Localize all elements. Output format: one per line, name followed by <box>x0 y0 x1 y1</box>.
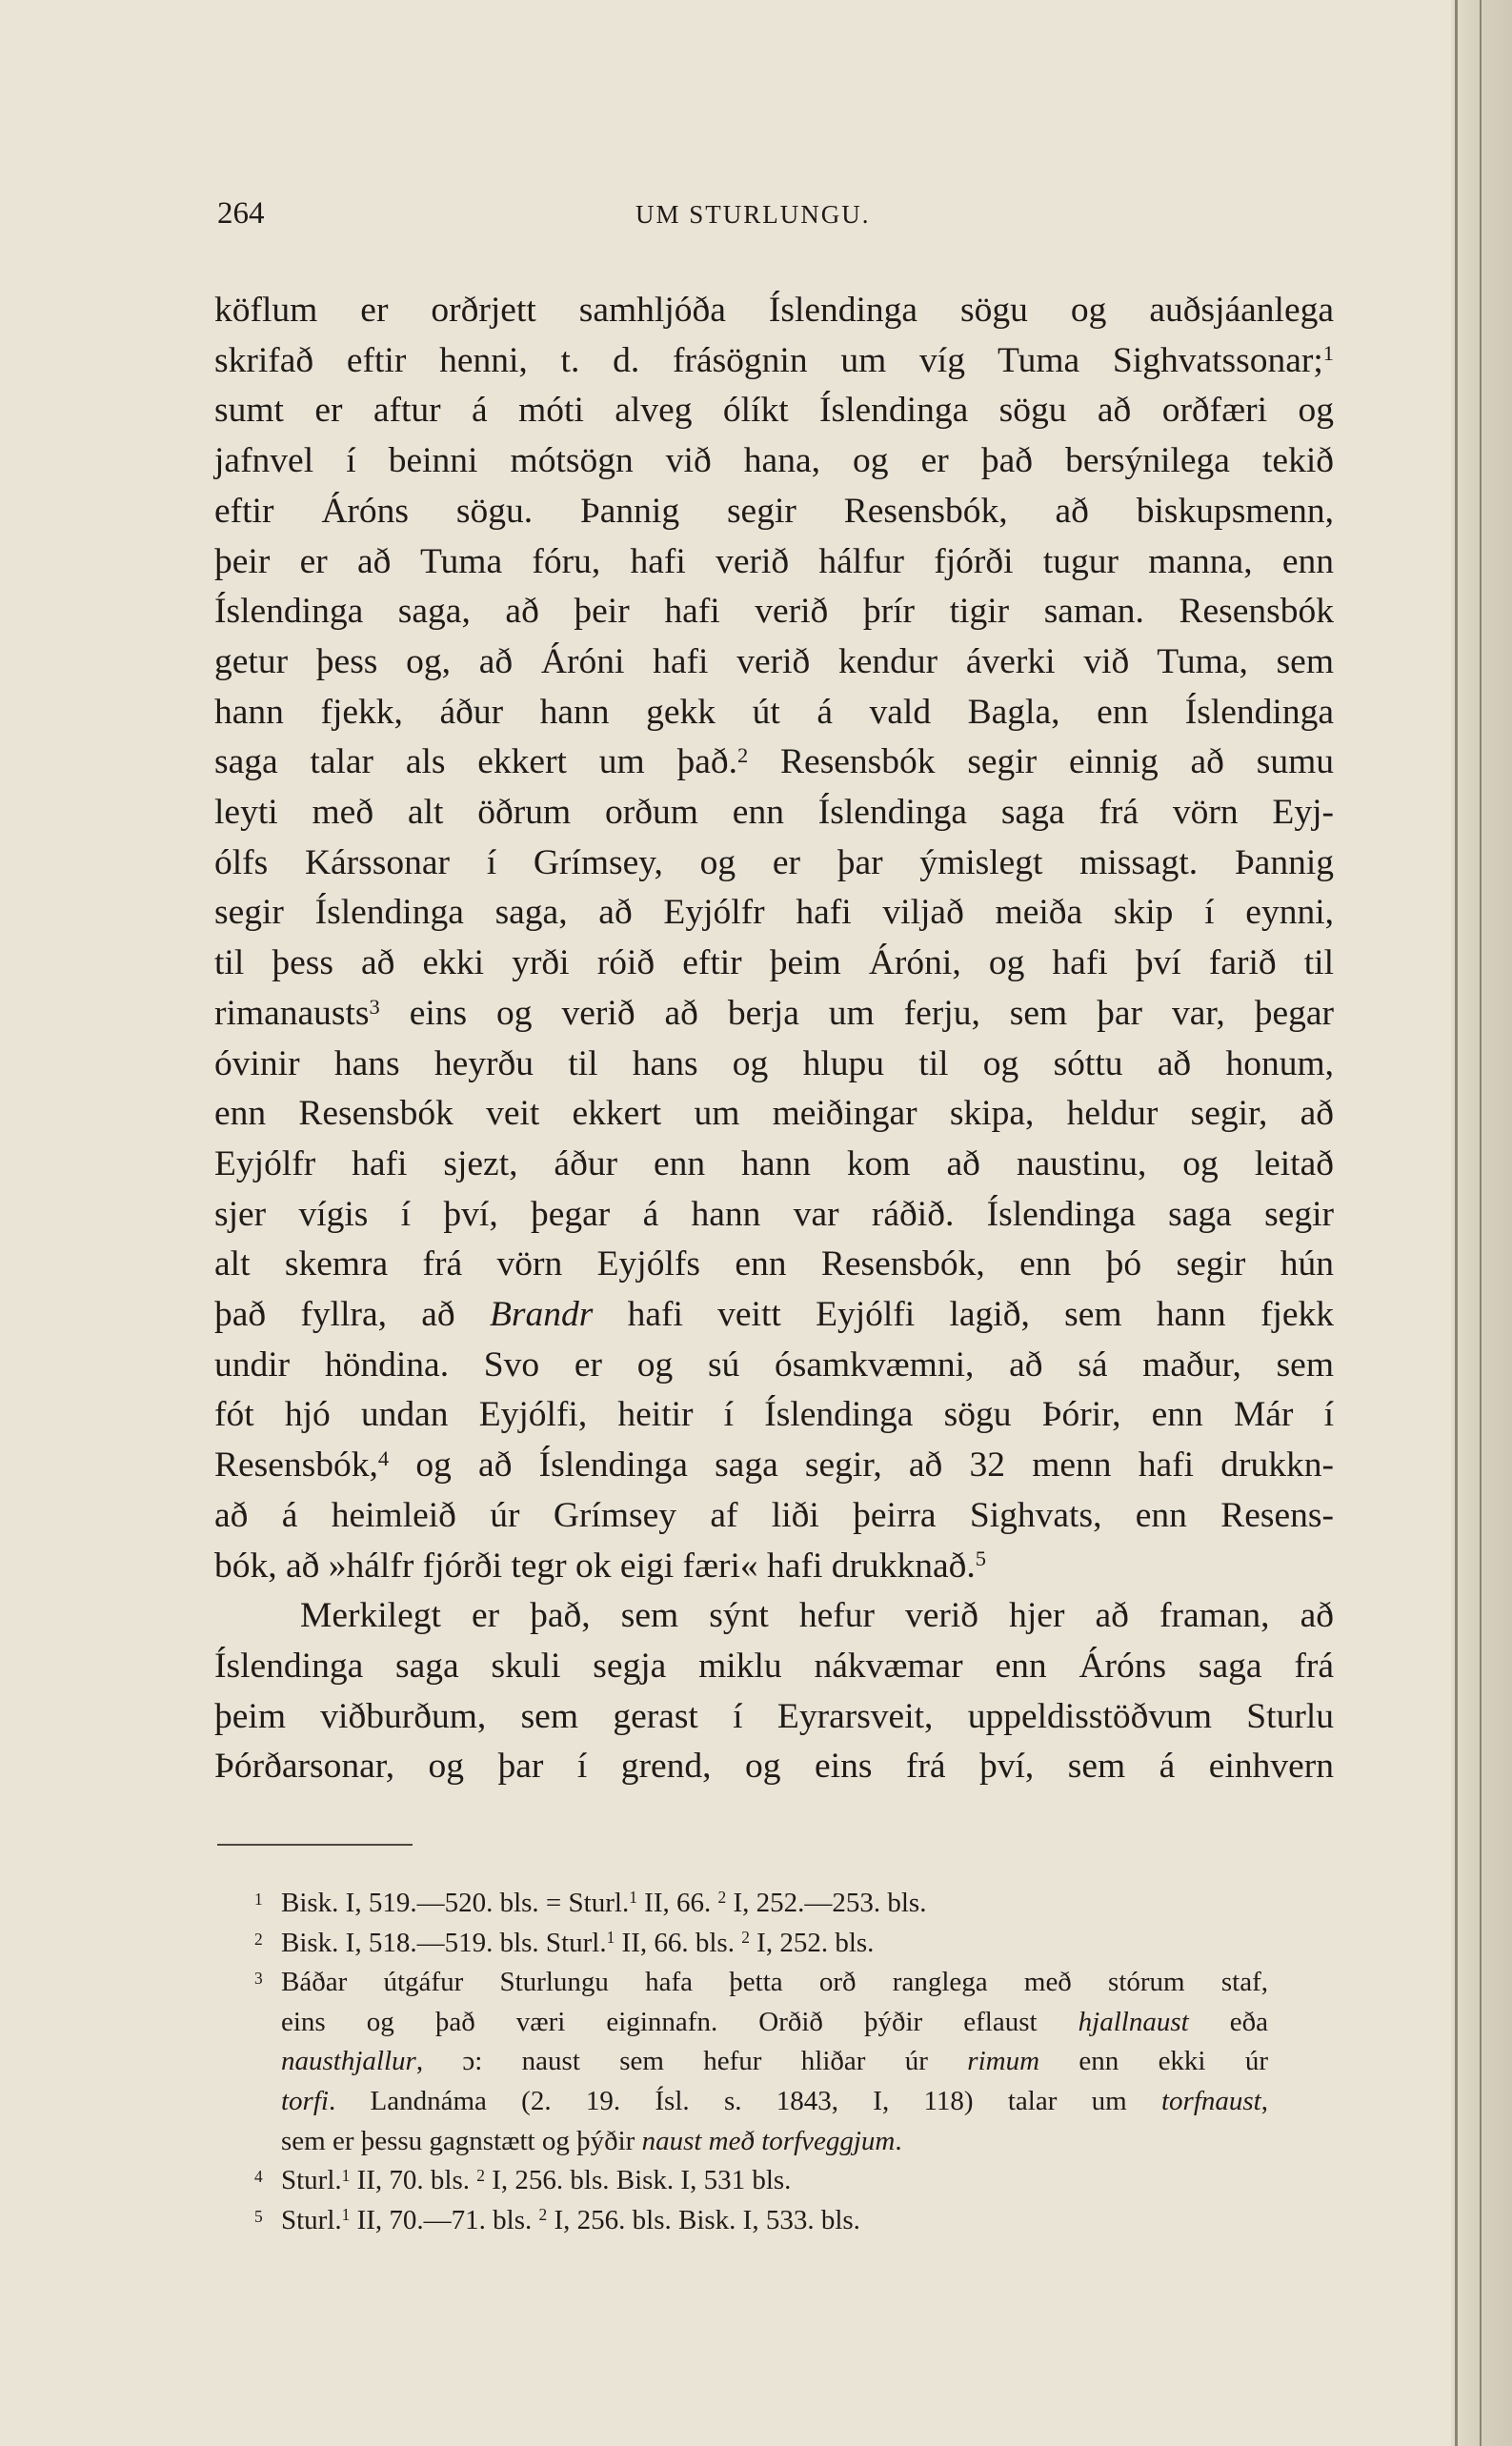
text-line: enn Resensbók veit ekkert um meiðingar skipa, heldur segir, að <box>214 1094 1334 1134</box>
text-line: alt skemra frá vörn Eyjólfs enn Resensbók, enn þó segir hún <box>214 1244 1334 1284</box>
text-line: segir Íslendinga saga, að Eyjólfr hafi viljað meiða skip í eynni, <box>214 893 1334 933</box>
text-line: skrifað eftir henni, t. d. frásögnin um víg Tuma Sighvatssonar;$^1$ <box>214 340 1334 380</box>
footnote-2: 2 Bisk. I, 518.—519. bls. Sturl.$^1$ II, 66. bls. $^2$ I, 252. bls. <box>214 1924 1334 1964</box>
note-mark: 5 <box>975 1546 986 1571</box>
footnote-1: 1 Bisk. I, 519.—520. bls. = Sturl.$^1$ II, 66. $^2$ I, 252.—253. bls. <box>214 1884 1334 1924</box>
text-line: þeim viðburðum, sem gerast í Eyrarsveit, uppeldisstöðvum Sturlu <box>214 1696 1334 1736</box>
footnote-3: 3 Báðar útgáfur Sturlungu hafa þetta orð ranglega með stórum staf, <box>214 1963 1268 2003</box>
footnotes <box>214 1884 1334 2240</box>
page-number: 264 <box>217 196 265 231</box>
body-text <box>214 286 1334 1792</box>
text-line: þeir er að Tuma fóru, hafi verið hálfur fjórði tugur manna, enn <box>214 541 1334 581</box>
italic-name: Brandr <box>489 1295 594 1335</box>
footnote-number: 3 <box>254 1969 263 1989</box>
text-line: Íslendinga saga skuli segja miklu nákvæmar enn Áróns saga frá <box>214 1646 1334 1686</box>
text-line: fót hjó undan Eyjólfi, heitir í Íslendinga sögu Þórir, enn Már í <box>214 1395 1334 1435</box>
footnote-number: 4 <box>254 2167 263 2187</box>
page-header <box>214 191 1334 238</box>
note-mark: 3 <box>369 994 380 1019</box>
text-line: undir höndina. Svo er og sú ósamkvæmni, að sá maður, sem <box>214 1344 1334 1385</box>
text-line: jafnvel í beinni mótsögn við hana, og er það bersýnilega tekið <box>214 441 1334 481</box>
note-mark: 2 <box>737 743 749 768</box>
text-line: Eyjólfr hafi sjezt, áður enn hann kom að naustinu, og leitað <box>214 1143 1334 1183</box>
text-line: sumt er aftur á móti alveg ólíkt Íslendinga sögu að orðfæri og <box>214 391 1334 431</box>
page-edge-line <box>1455 0 1458 2446</box>
footnote-number: 1 <box>254 1890 263 1910</box>
page-edge-line <box>1480 0 1482 2446</box>
text-line: köflum er orðrjett samhljóða Íslendinga sögu og auðsjáanlega <box>214 291 1334 330</box>
text-line: að á heimleið úr Grímsey af liði þeirra Sighvats, enn Resens- <box>214 1495 1334 1535</box>
text-line: leyti með alt öðrum orðum enn Íslendinga saga frá vörn Eyj- <box>214 793 1334 833</box>
book-page <box>214 191 1334 2240</box>
footnote-3-line: eins og það væri eiginnafn. Orðið þýðir eflaust hjallnaust eða <box>281 2006 1268 2037</box>
text-line: Þórðarsonar, og þar í grend, og eins frá því, sem á einhvern <box>214 1747 1334 1787</box>
text-line: Íslendinga saga, að þeir hafi verið þrír tigir saman. Resensbók <box>214 592 1334 632</box>
text-line: bók, að »hálfr fjórði tegr ok eigi færi« hafi drukknað.$^5$ <box>214 1546 986 1586</box>
text-line: eftir Áróns sögu. Þannig segir Resensbók, að biskupsmenn, <box>214 491 1334 531</box>
text-line: getur þess og, að Áróni hafi verið kendur áverki við Tuma, sem <box>214 641 1334 681</box>
text-line: til þess að ekki yrði róið eftir þeim Áróni, og hafi því farið til <box>214 943 1334 983</box>
note-mark: 4 <box>377 1445 390 1470</box>
note-mark: 1 <box>1322 341 1334 366</box>
text-line: saga talar als ekkert um það.$^2$ Resensbók segir einnig að sumu <box>214 742 1334 782</box>
footnote-rule <box>217 1844 413 1846</box>
text-line: ólfs Kárssonar í Grímsey, og er þar ýmislegt missagt. Þannig <box>214 842 1334 882</box>
page-edge <box>1451 0 1512 2446</box>
running-head: UM STURLUNGU. <box>635 200 871 229</box>
text-line: hann fjekk, áður hann gekk út á vald Bagla, enn Íslendinga <box>214 692 1334 732</box>
paragraph-start-line: Merkilegt er það, sem sýnt hefur verið hjer að framan, að <box>300 1596 1334 1636</box>
footnote-number: 2 <box>254 1929 263 1949</box>
text-line: óvinir hans heyrðu til hans og hlupu til og sóttu að honum, <box>214 1043 1334 1083</box>
text-line: það fyllra, að Brandr hafi veitt Eyjólfi lagið, sem hann fjekk <box>214 1295 1335 1335</box>
footnote-3-line: sem er þessu gagnstætt og þýðir naust með torfveggjum. <box>281 2125 902 2156</box>
footnote-3-line: nausthjallur, ɔ: naust sem hefur hliðar úr rimum enn ekki úr <box>281 2046 1268 2077</box>
text-line: rimanausts$^3$ eins og verið að berja um ferju, sem þar var, þegar <box>214 993 1334 1033</box>
text-line: sjer vígis í því, þegar á hann var ráðið. Íslendinga saga segir <box>214 1194 1334 1234</box>
footnote-number: 5 <box>254 2206 263 2226</box>
footnote-4: 4 Sturl.$^1$ II, 70. bls. $^2$ I, 256. bls. Bisk. I, 531 bls. <box>214 2161 1334 2201</box>
footnote-5: 5 Sturl.$^1$ II, 70.—71. bls. $^2$ I, 256. bls. Bisk. I, 533. bls. <box>214 2201 1334 2241</box>
text-line: Resensbók,$^4$ og að Íslendinga saga segir, að 32 menn hafi drukkn- <box>214 1445 1334 1486</box>
footnote-3-line: torfi. Landnáma (2. 19. Ísl. s. 1843, I, 118) talar um torfnaust, <box>281 2086 1268 2117</box>
